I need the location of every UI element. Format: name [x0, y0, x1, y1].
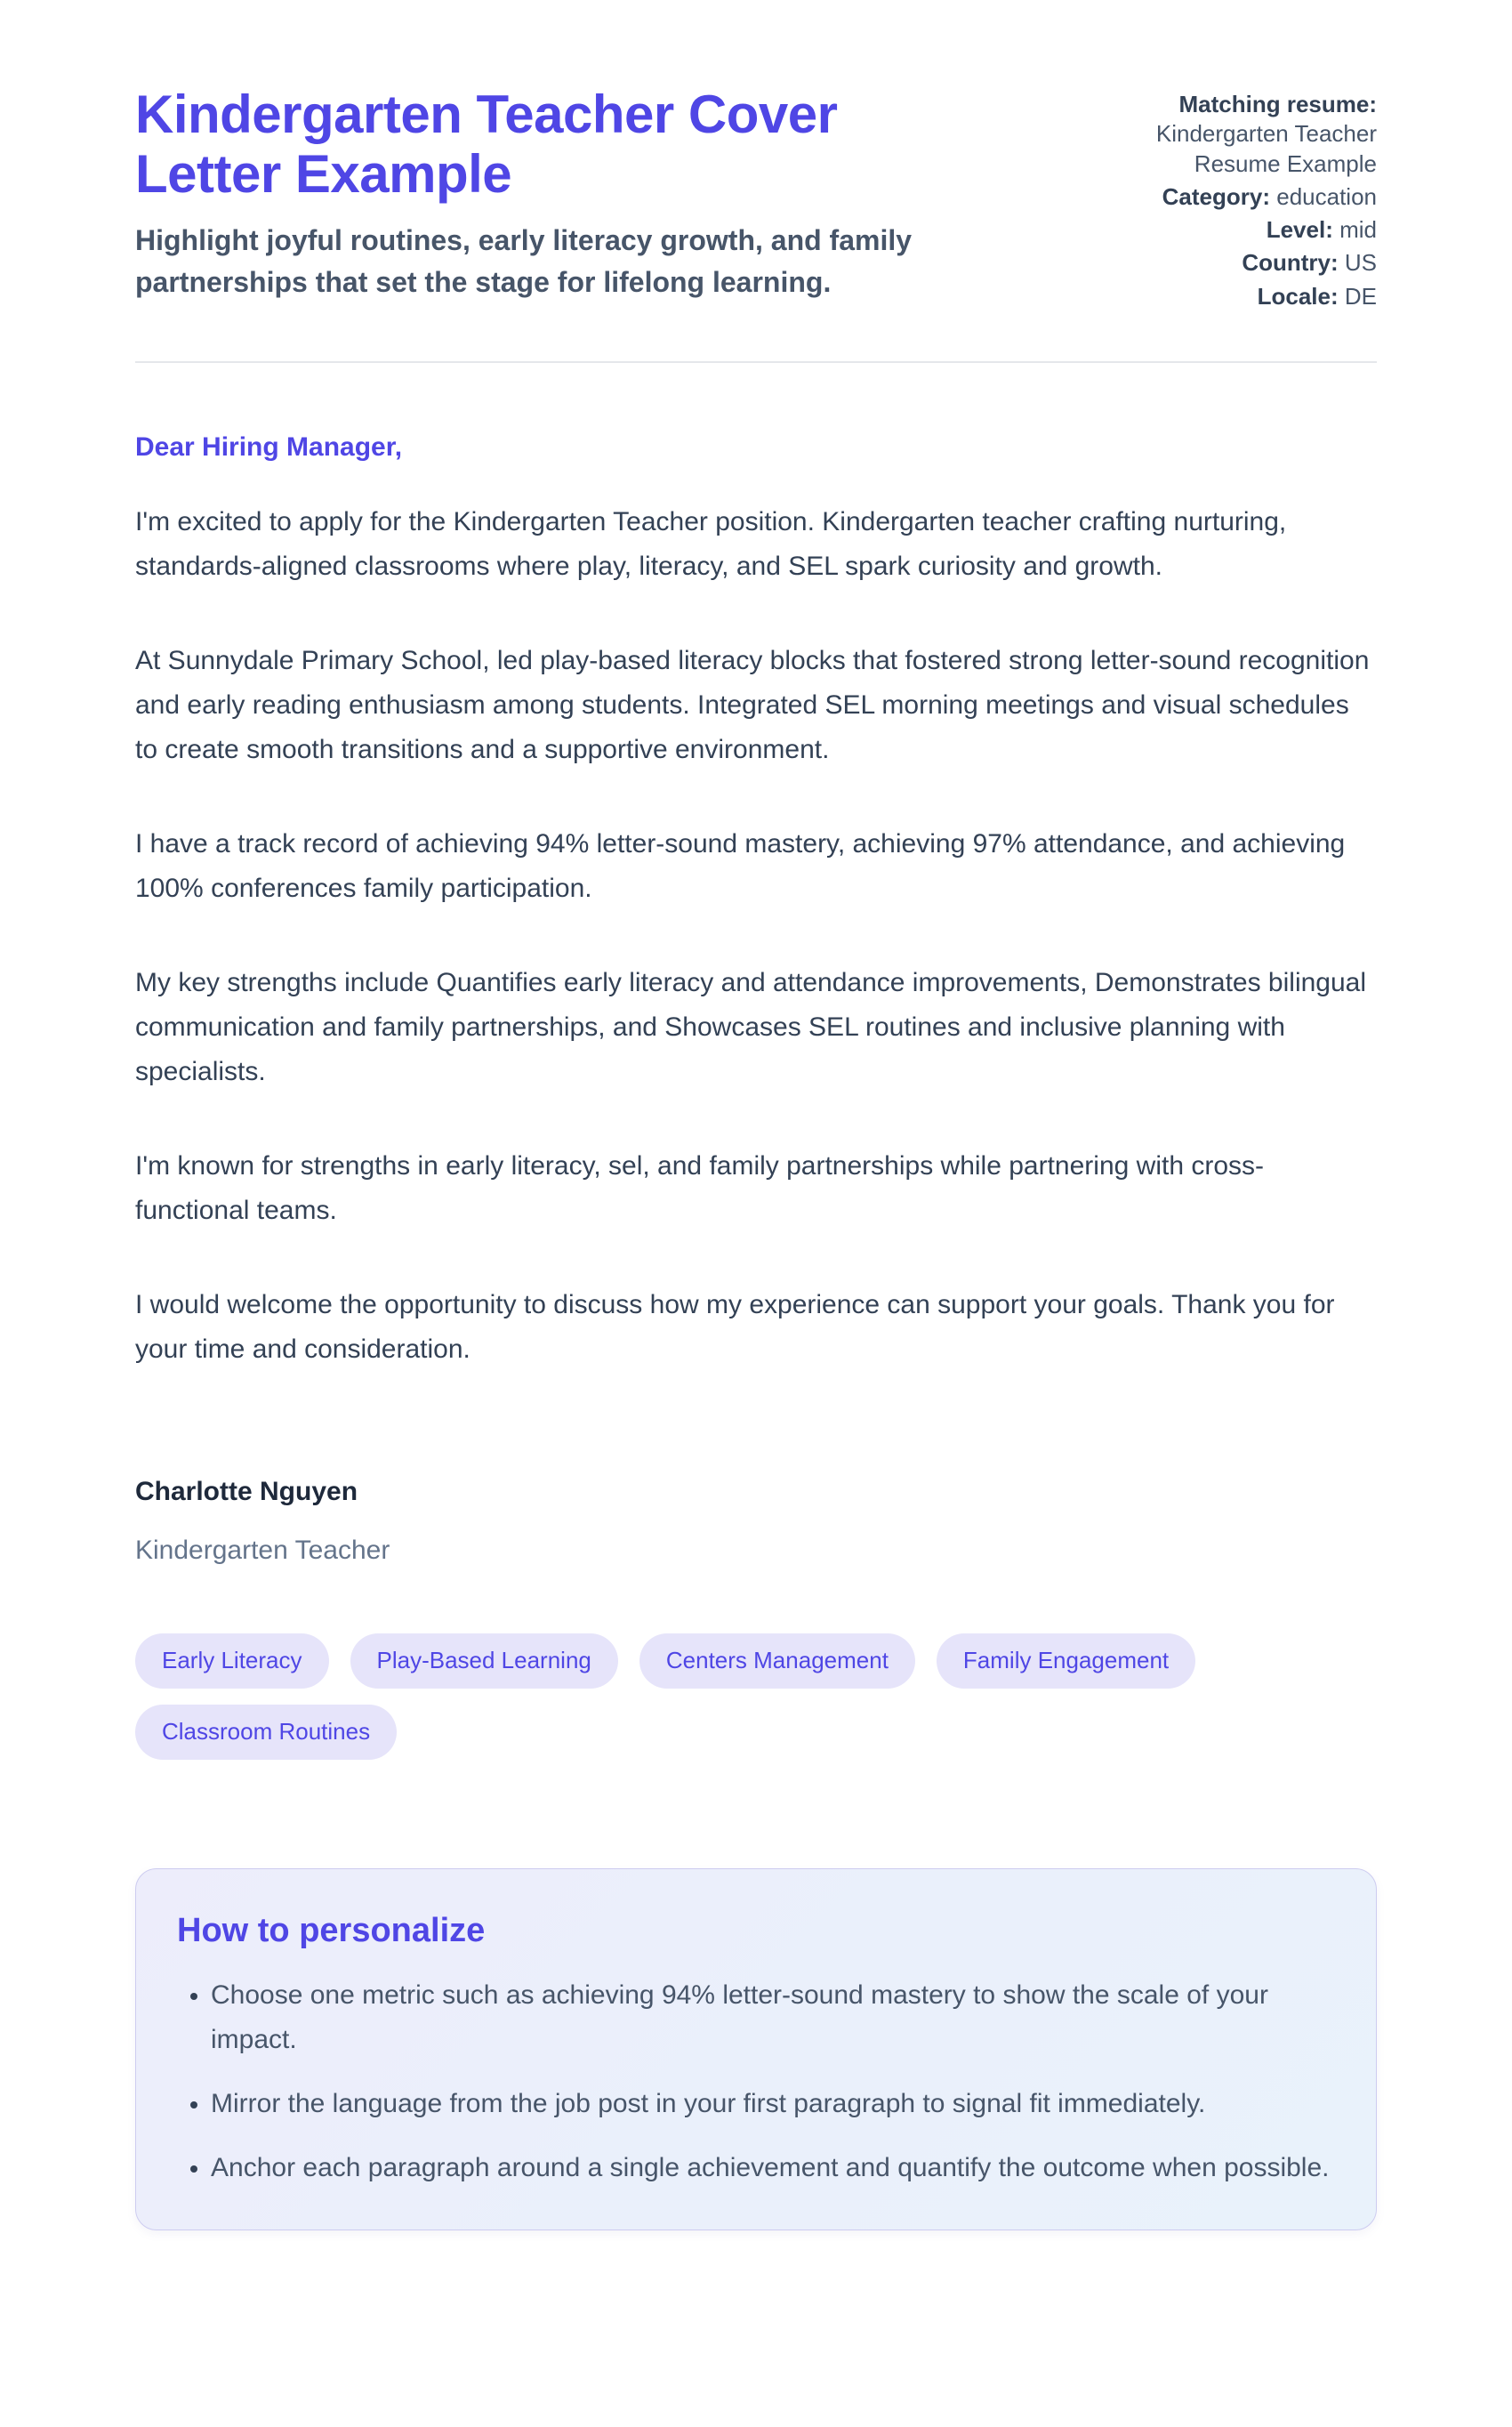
meta-locale — [1101, 282, 1377, 311]
meta-matching-resume-label: Matching resume: — [1178, 91, 1377, 117]
letter-paragraph-1: I'm excited to apply for the Kindergarten Teacher position. Kindergarten teacher crafting nurturing, standards-aligned classrooms where play, literacy, and SEL spark curiosity and growth. — [135, 506, 1287, 581]
letter-paragraph-2: At Sunnydale Primary School, led play-based literacy blocks that fostered strong letter-sound recognition and early reading enthusiasm among students. Integrated SEL morning meetings and visual schedules to create smooth transitions and a supportive environment. — [135, 645, 1370, 764]
meta-country — [1101, 248, 1377, 278]
header-divider — [135, 361, 1377, 363]
letter-paragraph-4: My key strengths include Quantifies early literacy and attendance improvements, Demonstrates bilingual communication and family partnerships, and Showcases SEL routines and inclusive planning with specialists. — [135, 967, 1367, 1086]
letter-paragraph-5: I'm known for strengths in early literacy, sel, and family partnerships while partnering with cross-functional teams. — [135, 1150, 1265, 1225]
meta-country-value: US — [1344, 249, 1377, 277]
meta-country-label: Country: — [1242, 249, 1339, 277]
skill-tag-family-engagement[interactable]: Family Engagement — [937, 1633, 1195, 1689]
meta-matching-resume-value: Kindergarten Teacher Resume Example — [1155, 120, 1377, 177]
letter-paragraph-6: I would welcome the opportunity to discuss how my experience can support your goals. Thank you for your time and consideration. — [135, 1289, 1335, 1364]
meta-matching-resume — [1101, 90, 1377, 179]
skill-tag-classroom-routines[interactable]: Classroom Routines — [135, 1705, 397, 1760]
signature-role: Kindergarten Teacher — [135, 1535, 390, 1565]
skill-tag-early-literacy[interactable]: Early Literacy — [135, 1633, 329, 1689]
page-subtitle: Highlight joyful routines, early literacy growth, and family partnerships that set the stage for lifelong learning. — [135, 224, 913, 298]
meta-locale-value: DE — [1344, 282, 1377, 310]
personalize-tip-1: • Choose one metric such as achieving 94% letter-sound mastery to show the scale of your impact. — [211, 1973, 1335, 2062]
skill-tag-play-based-learning[interactable]: Play-Based Learning — [350, 1633, 618, 1689]
personalize-tip-2: • Mirror the language from the job post in your first paragraph to signal fit immediately. — [211, 2082, 1335, 2126]
meta-locale-label: Locale: — [1257, 282, 1339, 310]
letter-paragraph-3: I have a track record of achieving 94% letter-sound mastery, achieving 97% attendance, and achieving 100% conferences family participation. — [135, 828, 1346, 903]
signature-name: Charlotte Nguyen — [135, 1476, 358, 1506]
personalize-tip-list — [177, 1973, 1335, 2190]
skill-tag-list — [135, 1633, 1377, 1760]
personalize-tip-3: • Anchor each paragraph around a single achievement and quantify the outcome when possible. — [211, 2146, 1335, 2190]
cover-letter-body — [135, 425, 1377, 1573]
meta-level — [1101, 215, 1377, 245]
header-title-block — [135, 85, 1101, 302]
meta-category-value: education — [1276, 182, 1377, 210]
signature-block — [135, 1470, 1377, 1573]
meta-category-label: Category: — [1162, 182, 1270, 210]
how-to-personalize-card — [135, 1868, 1377, 2230]
personalize-heading: How to personalize — [177, 1911, 486, 1949]
meta-category — [1101, 182, 1377, 212]
resume-meta-panel — [1101, 90, 1377, 315]
page-header — [135, 85, 1377, 315]
page-title: Kindergarten Teacher Cover Letter Example — [135, 85, 838, 205]
meta-level-value: mid — [1339, 216, 1377, 244]
meta-level-label: Level: — [1266, 216, 1333, 244]
letter-greeting: Dear Hiring Manager, — [135, 431, 403, 462]
skill-tag-centers-management[interactable]: Centers Management — [639, 1633, 915, 1689]
